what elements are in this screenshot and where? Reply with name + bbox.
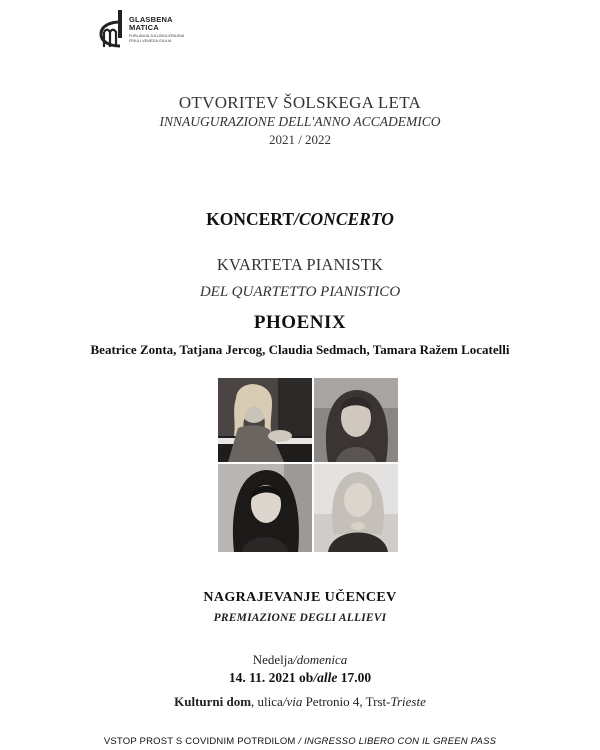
event-day-it: domenica <box>296 652 348 667</box>
event-day-sl: Nedelja <box>252 652 294 667</box>
concert-separator: / <box>294 209 299 229</box>
performer-photo-4 <box>314 464 398 552</box>
ensemble-name: PHOENIX <box>253 312 347 333</box>
venue-name: Kulturni dom <box>174 694 252 709</box>
event-time-sep: / <box>313 670 318 685</box>
entry-notice <box>0 736 600 747</box>
awards-title-sl: NAGRAJEVANJE UČENCEV <box>203 590 397 605</box>
logo-mark-icon <box>92 8 132 48</box>
entry-sl: VSTOP PROST S COVIDNIM POTRDILOM <box>103 736 296 747</box>
awards-title-it: PREMIAZIONE DEGLI ALLIEVI <box>213 612 387 624</box>
performer-photo-2 <box>314 378 398 462</box>
performers-photo-collage <box>218 378 398 552</box>
event-venue <box>0 694 600 710</box>
venue-street-sl: , ulica <box>251 694 283 709</box>
concert-label-it: CONCERTO <box>298 209 394 229</box>
entry-sep: / <box>295 736 305 747</box>
glasbena-matica-logo <box>92 8 222 48</box>
venue-address: Petronio 4, Trst- <box>302 694 391 709</box>
event-date: 14. 11. 2021 ob <box>228 670 314 685</box>
logo-name-line1: GLASBENA <box>129 15 173 24</box>
logo-name <box>129 16 173 32</box>
performer-photo-1 <box>218 378 312 462</box>
concert-heading <box>0 209 600 230</box>
event-subtitle: INNAUGURAZIONE DELL'ANNO ACCADEMICO <box>159 114 441 129</box>
logo-sub-line1: FURLANIJA JULIJSKA KRAJINA <box>129 34 185 38</box>
concert-label-sl: KONCERT <box>206 209 294 229</box>
venue-sep: / <box>282 694 287 709</box>
academic-year: 2021 / 2022 <box>268 132 332 147</box>
event-time: 17.00 <box>340 670 372 685</box>
event-time-it: alle <box>317 670 338 685</box>
quartet-line-sl: KVARTETA PIANISTK <box>216 255 384 274</box>
venue-street-it: via <box>286 694 303 709</box>
entry-it: INGRESSO LIBERO CON IL GREEN PASS <box>304 736 497 747</box>
venue-city-it: Trieste <box>390 694 426 709</box>
quartet-line-it: DEL QUARTETTO PIANISTICO <box>199 284 401 300</box>
logo-name-line2: MATICA <box>129 23 159 32</box>
logo-subtitle <box>129 34 184 43</box>
performer-photo-3 <box>218 464 312 552</box>
event-date-time <box>0 670 600 686</box>
event-day-sep: / <box>293 652 297 667</box>
event-title: OTVORITEV ŠOLSKEGA LETA <box>178 93 422 112</box>
event-day <box>0 652 600 668</box>
performers-list: Beatrice Zonta, Tatjana Jercog, Claudia Sedmach, Tamara Ražem Locatelli <box>90 342 510 357</box>
logo-sub-line2: FRIULI VENEZIA GIULIA <box>129 38 172 43</box>
